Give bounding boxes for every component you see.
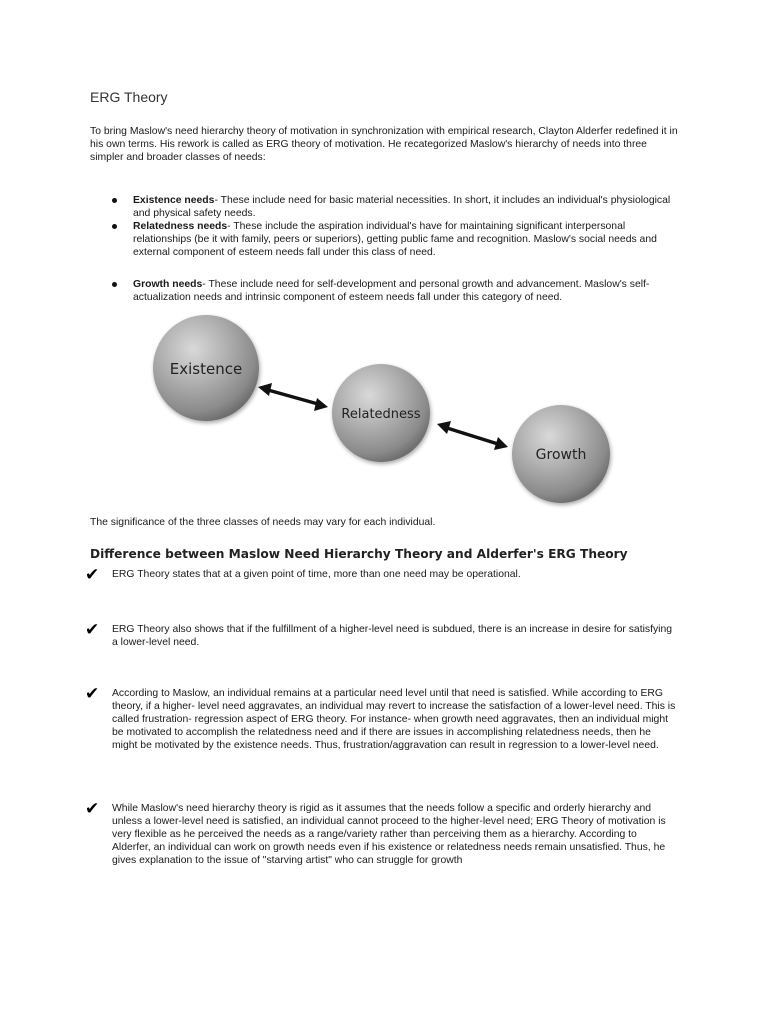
bullet-icon (112, 282, 117, 287)
node-existence (153, 315, 259, 421)
checkmark-icon: ✔ (85, 565, 100, 584)
page-title: ERG Theory (90, 89, 168, 105)
desc-existence: - These include need for basic material necessities. In short, it includes an individual's physiological and physical safety needs. (133, 195, 671, 219)
term-existence: Existence needs (133, 195, 215, 206)
difference-item-2 (85, 620, 685, 649)
node-relatedness (332, 364, 430, 462)
desc-growth: - These include need for self-development and personal growth and advancement. Maslow's self-actualization needs and intrinsic component of esteem needs fall under this category of need. (133, 279, 650, 303)
difference-item-4 (85, 799, 685, 867)
arrow-relatedness-growth (437, 421, 508, 450)
desc-relatedness: - These include the aspiration individual's have for maintaining significant interpersonal relationships (be it with family, peers or superiors), getting public fame and recognition. Maslow's social needs and external component of esteem needs fall under this class of need. (133, 221, 657, 258)
checkmark-icon: ✔ (85, 684, 100, 703)
difference-text-1: ERG Theory states that at a given point of time, more than one need may be operational. (112, 569, 521, 580)
list-item-growth (90, 278, 680, 304)
arrow-head-left (258, 383, 272, 396)
difference-text-2: ERG Theory also shows that if the fulfillment of a higher-level need is subdued, there is an increase in desire for satisfying a lower-level need. (112, 624, 673, 648)
relatedness-label: Relatedness (341, 407, 421, 422)
checkmark-icon: ✔ (85, 799, 100, 818)
bullet-icon (112, 224, 117, 229)
difference-item-1 (85, 565, 685, 584)
intro-paragraph: To bring Maslow's need hierarchy theory of motivation in synchronization with empirical research, Clayton Alderfer redefined it in his own terms. His rework is called as ERG theory of motivation. He recategorized Maslow's hierarchy of needs into three simpler and broader classes of needs: (90, 126, 678, 163)
arrow-shaft (447, 428, 498, 444)
arrow-shaft (268, 390, 318, 404)
arrow-head-right (314, 398, 328, 411)
node-growth (512, 405, 610, 503)
significance-note: The significance of the three classes of needs may vary for each individual. (90, 517, 436, 528)
section-heading: Difference between Maslow Need Hierarchy Theory and Alderfer's ERG Theory (90, 547, 628, 561)
list-item-relatedness (90, 220, 680, 259)
list-item-existence (90, 194, 680, 220)
arrow-head-right (494, 437, 508, 450)
difference-text-4: While Maslow's need hierarchy theory is rigid as it assumes that the needs follow a specific and orderly hierarchy and unless a lower-level need is satisfied, an individual cannot proceed to the higher-level need; ERG Theory of motivation is very flexible as he perceived the needs as a range/variety rather than perceiving them as a hierarchy. According to Alderfer, an individual can work on growth needs even if his existence or relatedness needs remain unsatisfied. Thus, he gives explanation to the issue of "starving artist" who can struggle for growth (112, 803, 666, 866)
term-relatedness: Relatedness needs (133, 221, 228, 232)
difference-item-3 (85, 684, 685, 752)
needs-list (90, 194, 680, 304)
existence-label: Existence (169, 360, 243, 378)
growth-label: Growth (535, 447, 587, 463)
arrow-existence-relatedness (258, 383, 328, 411)
term-growth: Growth needs (133, 279, 203, 290)
checkmark-icon: ✔ (85, 620, 100, 639)
erg-diagram (150, 308, 630, 518)
difference-text-3: According to Maslow, an individual remains at a particular need level until that need is satisfied. While according to ERG theory, if a higher- level need aggravates, an individual may revert to increase the satisfaction of a lower-level need. This is called frustration- regression aspect of ERG theory. For instance- when growth need aggravates, then an individual might be motivated to accomplish the relatedness need and if there are issues in accomplishing relatedness needs, then he might be motivated by the existence needs. Thus, frustration/aggravation can result in regression to a lower-level need. (112, 688, 676, 751)
arrow-head-left (437, 421, 451, 434)
bullet-icon (112, 198, 117, 203)
